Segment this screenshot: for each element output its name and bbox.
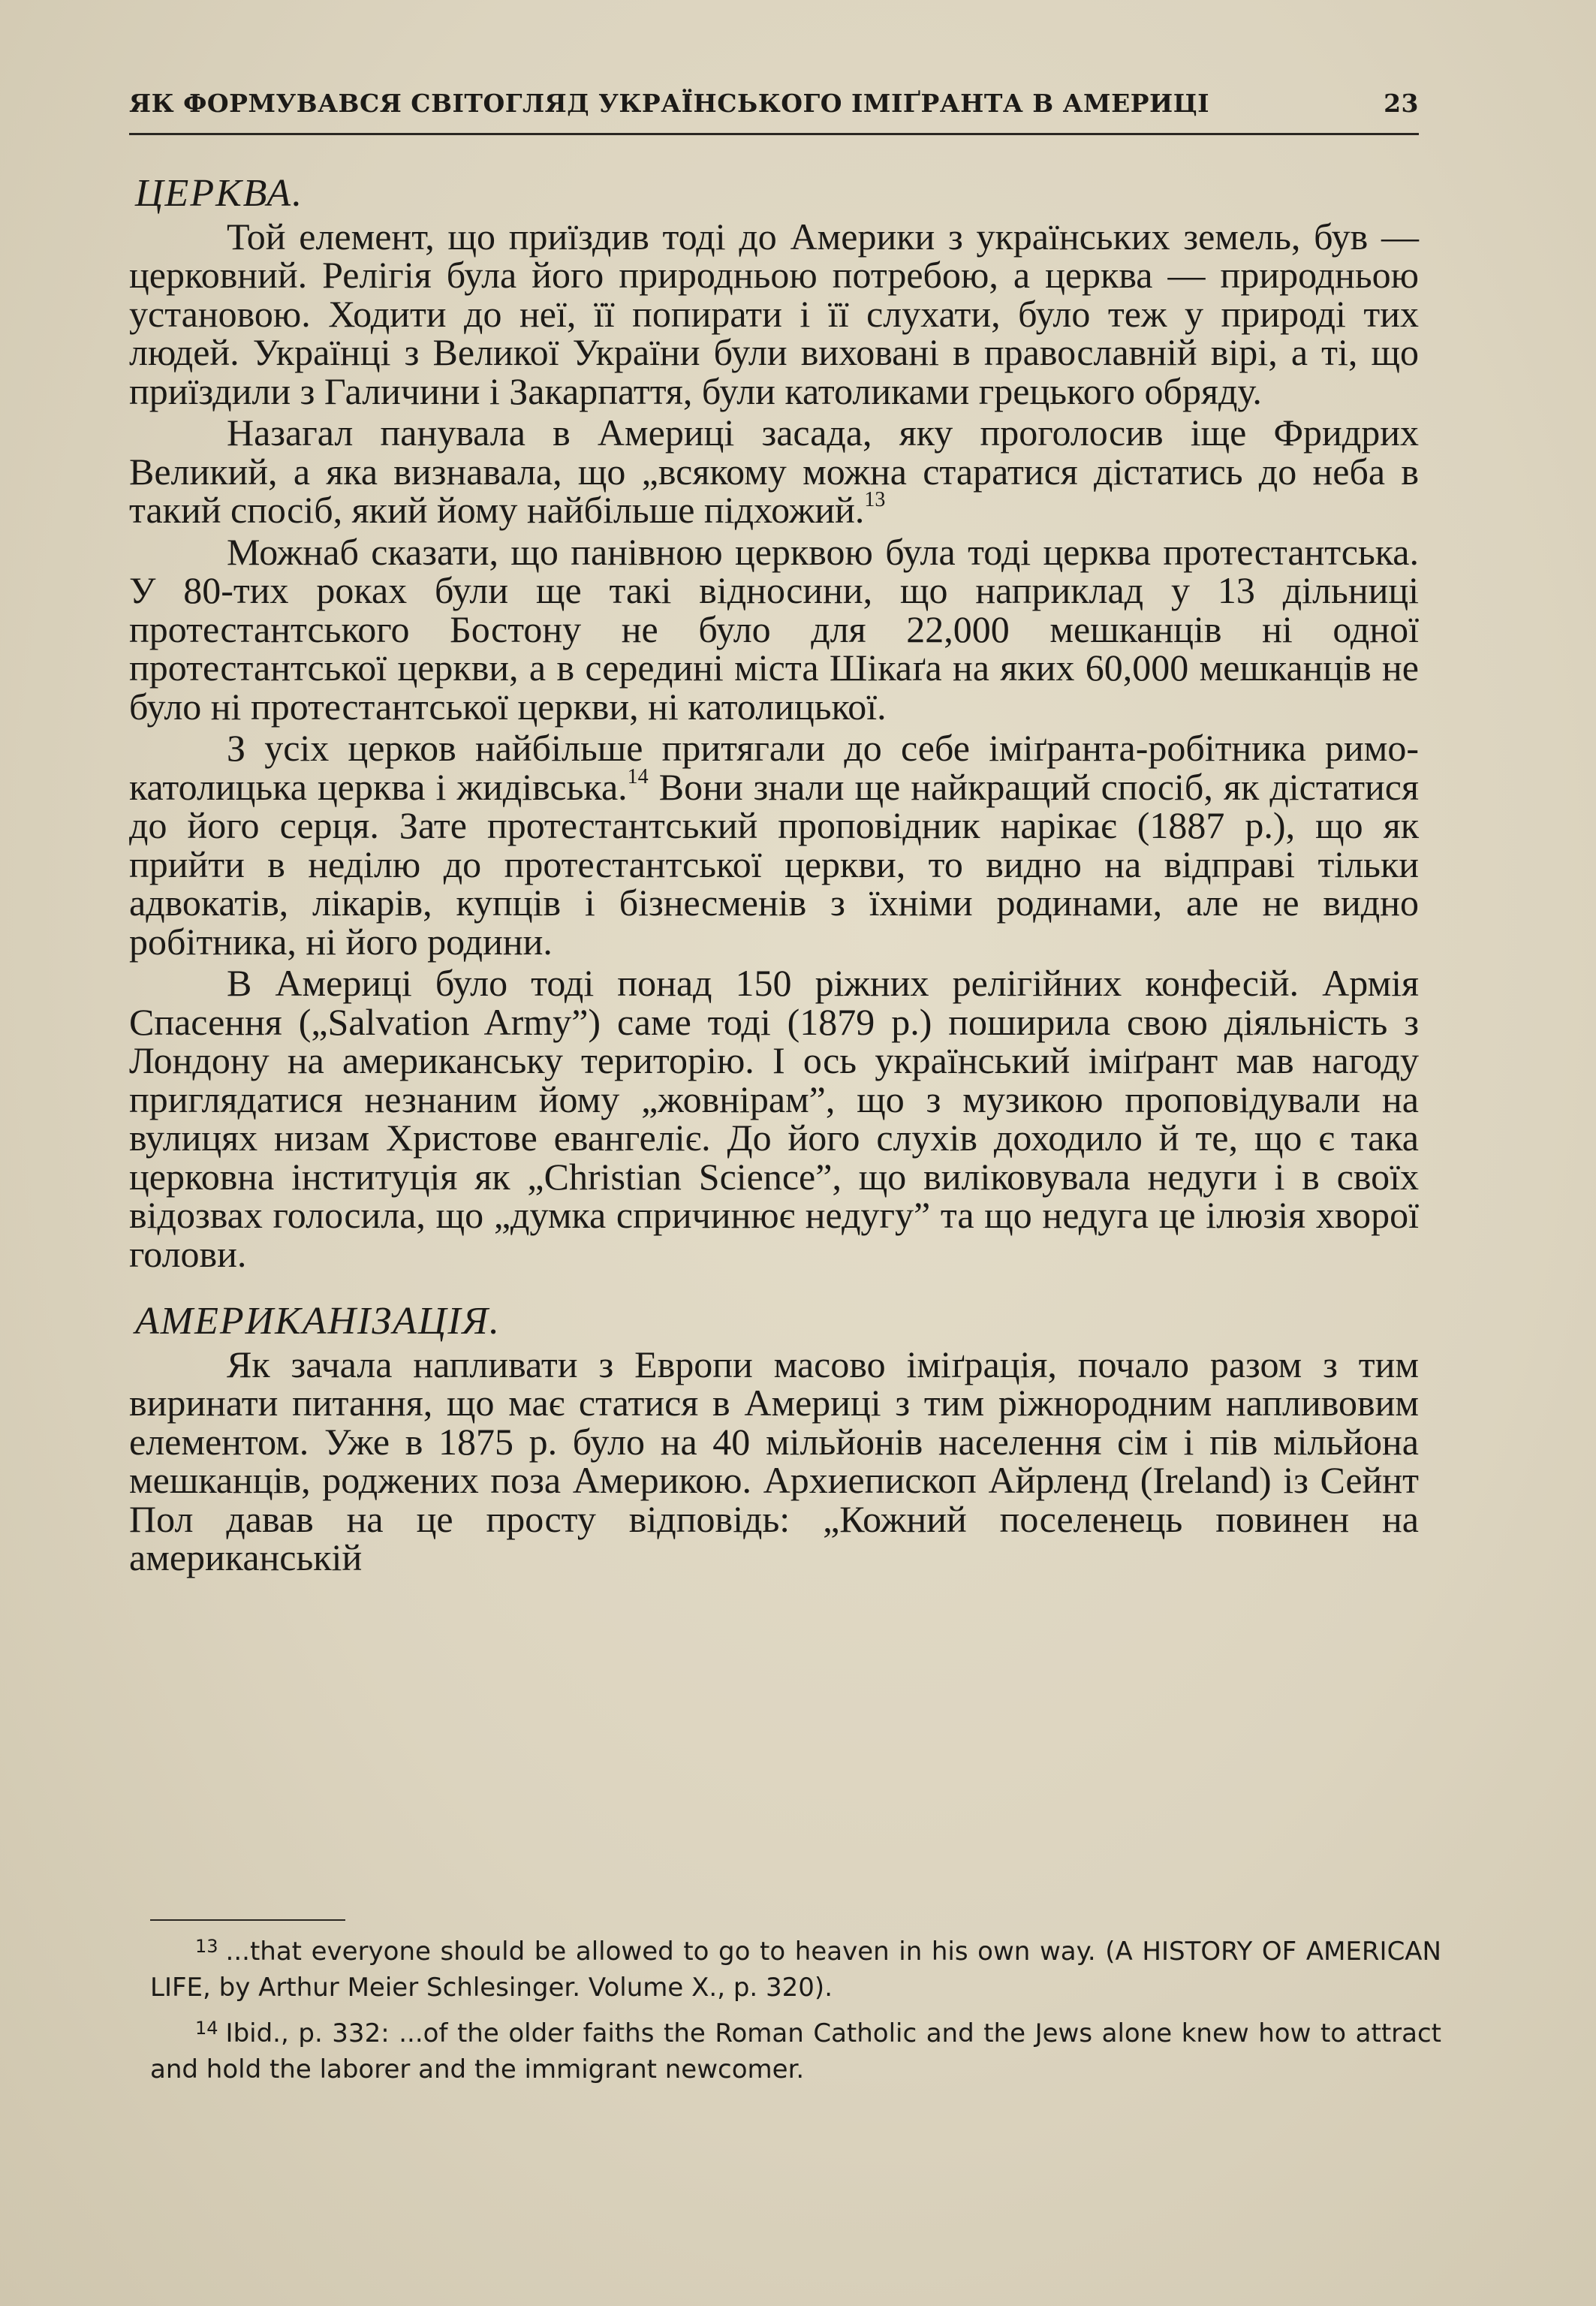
footnote-ref-14[interactable]: 14	[627, 764, 649, 788]
footnotes	[150, 1928, 1441, 2092]
footnote-14	[150, 2010, 1441, 2087]
footnote-text: Ibid., p. 332: ...of the older faiths the Roman Catholic and the Jews alone knew how to attract and hold the laborer and the immigrant newcomer.	[150, 2018, 1441, 2084]
footnote-ref-13[interactable]: 13	[864, 488, 886, 511]
section-heading-americanization: АМЕРИКАНІЗАЦІЯ.	[135, 1300, 501, 1343]
header-rule	[129, 133, 1419, 135]
footnote-number: 14	[195, 2018, 218, 2039]
footnote-number: 13	[195, 1936, 218, 1957]
section-heading-church: ЦЕРКВА.	[135, 172, 304, 215]
footnote-13	[150, 1928, 1441, 2006]
page-number: 23	[1384, 89, 1419, 118]
paragraph: Той елемент, що приїздив тоді до Америки з українських земель, був — церковний. Релігія була його природньою потребою, а церква — природньою установою. Ходити до неї, її попирати і її слухати, було теж у природі тих людей. Українці з Великої України були виховані в православній вірі, а ті, що приїздили з Галичини і Закарпаття, були католиками грецького обряду.	[129, 215, 1419, 412]
running-title: ЯК ФОРМУВАВСЯ СВІТОГЛЯД УКРАЇНСЬКОГО ІМІҐРАНТА В АМЕРИЦІ	[129, 89, 1210, 118]
paragraph: Назагал панувала в Америці засада, яку проголосив іще Фридрих Великий, а яка визнавала, що „всякому можна старатися дістатись до неба в такий спосіб, який йому найбільше підхожий.$^{13}$	[129, 411, 1419, 531]
running-header	[129, 89, 1419, 118]
footnote-rule	[150, 1919, 345, 1921]
footnote-text: ...that everyone should be allowed to go to heaven in his own way. (A HISTORY OF AMERICAN LIFE, by Arthur Meier Schlesinger. Volume X., p. 320).	[150, 1937, 1441, 2003]
paragraph: Як зачала напливати з Европи масово іміґрація, почало разом з тим виринати питання, що має статися в Америці з тим ріжнородним напливовим елементом. Уже в 1875 р. було на 40 мільйонів населення сім і пів мільйона мешканців, роджених поза Америкою. Архиепископ Айрленд (Ireland) із Сейнт Пол давав на це просту відповідь: „Кожний поселенець повинен на американській	[129, 1343, 1419, 1578]
paragraph: В Америці було тоді понад 150 ріжних релігійних конфесій. Армія Спасення („Salvation Army”) саме тоді (1879 р.) поширила свою діяльність з Лондону на американську територію. І ось український іміґрант мав нагоду приглядатися незнаним йому „жовнірам”, що з музикою проповідували на вулицях низам Христове евангеліє. До його слухів доходило й те, що є така церковна інституція як „Christian Science”, що виліковувала недуги і в своїх відозвах голосила, що „думка спричинює недугу” та що недуга це ілюзія хворої голови.	[129, 962, 1419, 1275]
main-text	[129, 174, 1419, 1581]
paragraph: Можнаб сказати, що панівною церквою була тоді церква протестантська. У 80-тих роках були ще такі відносини, що наприклад у 13 дільниці протестантського Бостону не було для 22,000 мешканців ні одної протестантської церкви, а в середині міста Шікаґа на яких 60,000 мешканців не було ні протестантської церкви, ні католицької.	[129, 530, 1419, 728]
paragraph: З усіх церков найбільше притягали до себе іміґранта-робітника римо-католицька церква і жидівська.$^{14}$ Вони знали ще найкращий спосіб, як дістатися до його серця. Зате протестантський проповідник нарікає (1887 р.), що як прийти в неділю до протестантської церкви, то видно на відправі тільки адвокатів, лікарів, купців і бізнесменів з їхніми родинами, але не видно робітника, ні його родини.	[129, 727, 1420, 963]
